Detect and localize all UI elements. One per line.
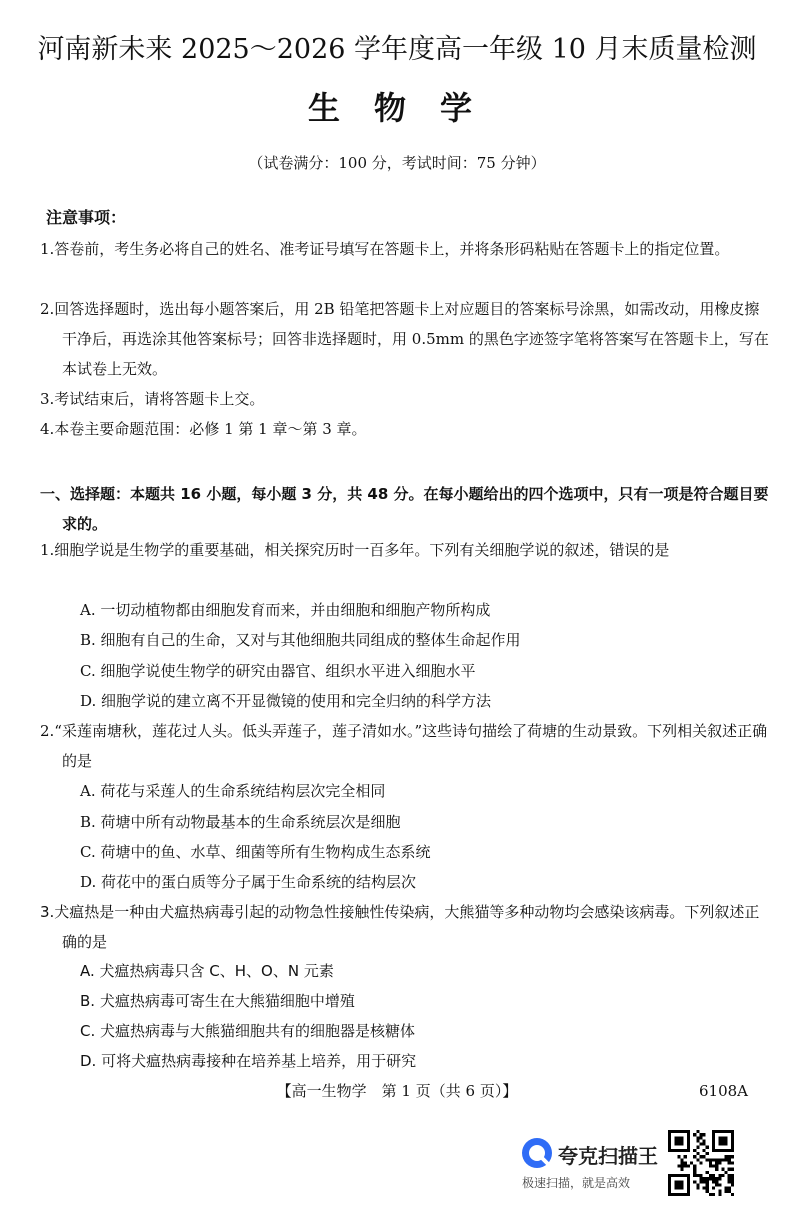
question-stem: 1.细胞学说是生物学的重要基础，相关探究历时一百多年。下列有关细胞学说的叙述，错误的是 xyxy=(40,541,670,559)
paper-code: 6108A xyxy=(698,1082,748,1100)
question-option: A. 犬瘟热病毒只含 C、H、O、N 元素 xyxy=(80,962,334,980)
notice-item: 4.本卷主要命题范围：必修 1 第 1 章～第 3 章。 xyxy=(40,420,367,438)
notice-heading: 注意事项： xyxy=(46,208,127,227)
question-option: A. 一切动植物都由细胞发育而来，并由细胞和细胞产物所构成 xyxy=(80,601,491,619)
question-option: A. 荷花与采莲人的生命系统结构层次完全相同 xyxy=(80,782,386,800)
question-option: C. 荷塘中的鱼、水草、细菌等所有生物构成生态系统 xyxy=(80,843,431,861)
exam-info: （试卷满分：100 分，考试时间：75 分钟） xyxy=(248,154,546,172)
question-option: D. 可将犬瘟热病毒接种在培养基上培养，用于研究 xyxy=(80,1052,417,1070)
notice-item: 2.回答选择题时，选出每小题答案后，用 2B 铅笔把答题卡上对应题目的答案标号涂黑，如需改动，用橡皮擦干净后，再选涂其他答案标号；回答非选择题时，用 0.5mm 的黑色字迹签字笔将答案写在答题卡上，写在本试卷上无效。 xyxy=(40,300,769,378)
scanner-watermark xyxy=(520,1132,660,1192)
page-footer: 【高一生物学 第 1 页（共 6 页）】 xyxy=(276,1082,518,1100)
section-heading: 一、选择题：本题共 16 小题，每小题 3 分，共 48 分。在每小题给出的四个选项中，只有一项是符合题目要求的。 xyxy=(40,485,769,533)
brand-slogan: 极速扫描，就是高效 xyxy=(522,1176,631,1190)
question-option: B. 荷塘中所有动物最基本的生命系统层次是细胞 xyxy=(80,813,401,831)
qr-code-icon xyxy=(668,1130,734,1196)
exam-title: 河南新未来 2025～2026 学年度高一年级 10 月末质量检测 xyxy=(37,34,757,65)
question-option: B. 细胞有自己的生命，又对与其他细胞共同组成的整体生命起作用 xyxy=(80,631,521,649)
question-option: D. 细胞学说的建立离不开显微镜的使用和完全归纳的科学方法 xyxy=(80,692,492,710)
question-stem: 2.“采莲南塘秋，莲花过人头。低头弄莲子，莲子清如水。”这些诗句描绘了荷塘的生动景致。下列相关叙述正确的是 xyxy=(40,722,768,770)
brand-name: 夸克扫描王 xyxy=(558,1144,658,1168)
question-option: C. 细胞学说使生物学的研究由器官、组织水平进入细胞水平 xyxy=(80,662,476,680)
quark-logo-icon xyxy=(520,1136,554,1170)
subject-title: 生物学 xyxy=(307,89,506,127)
question-option: D. 荷花中的蛋白质等分子属于生命系统的结构层次 xyxy=(80,873,417,891)
question-option: B. 犬瘟热病毒可寄生在大熊猫细胞中增殖 xyxy=(80,992,355,1010)
notice-item: 3.考试结束后，请将答题卡上交。 xyxy=(40,390,265,408)
question-option: C. 犬瘟热病毒与大熊猫细胞共有的细胞器是核糖体 xyxy=(80,1022,416,1040)
question-stem: 3.犬瘟热是一种由犬瘟热病毒引起的动物急性接触性传染病，大熊猫等多种动物均会感染该病毒。下列叙述正确的是 xyxy=(40,903,760,951)
notice-item: 1.答卷前，考生务必将自己的姓名、准考证号填写在答题卡上，并将条形码粘贴在答题卡上的指定位置。 xyxy=(40,240,730,258)
